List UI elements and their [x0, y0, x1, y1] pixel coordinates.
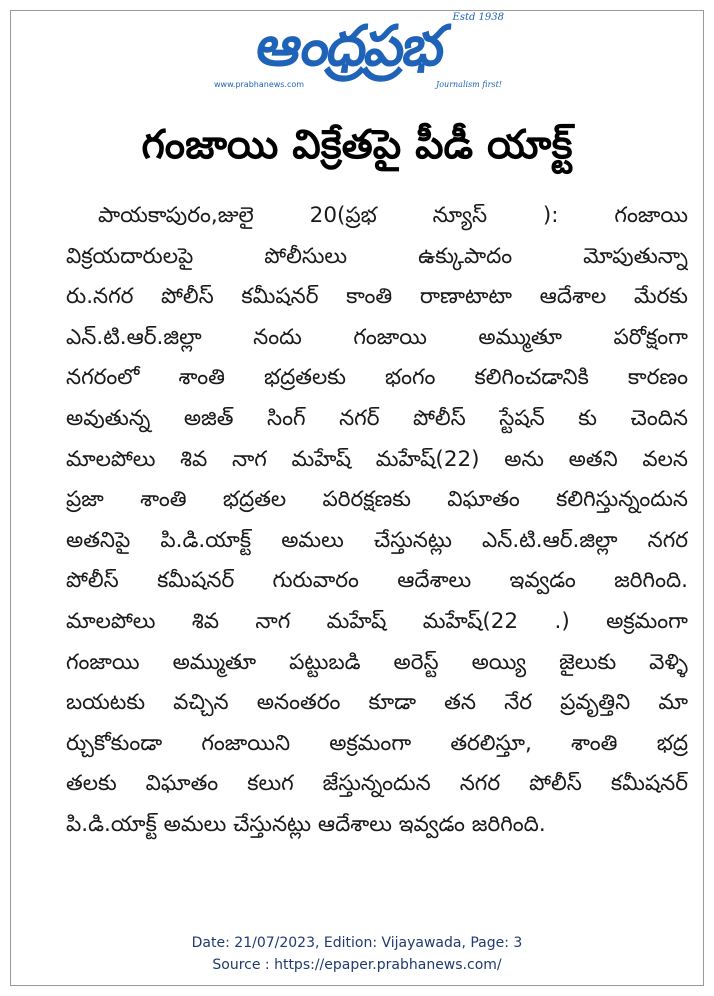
- site-url: www.prabhanews.com: [214, 80, 305, 89]
- tagline: Journalism first!: [436, 80, 502, 89]
- article-line: పోలీస్ కమీషనర్ గురువారం ఆదేశాలు ఇవ్వడం జరిగింది.: [66, 568, 688, 594]
- article-line: మాలపోలు శివ నాగ మహేష్ మహేష్(22) అను అతని వలన: [66, 446, 688, 472]
- masthead: [200, 12, 510, 92]
- article-line: నగరంలో శాంతి భద్రతలకు భంగం కలిగించడానికి కారణం: [66, 365, 688, 391]
- article-line: మాలపోలు శివ నాగ మహేష్ మహేష్(22 .) అక్రమంగా: [66, 608, 688, 634]
- established-label: Estd 1938: [452, 12, 504, 23]
- article-line: ఎన్.టి.ఆర్.జిల్లా నందు గంజాయి అమ్ముతూ పరోక్షంగా: [66, 324, 688, 350]
- newspaper-logo: ఆంధ్రప్రభ: [252, 14, 448, 79]
- edition-date-line: Date: 21/07/2023, Edition: Vijayawada, Page: 3: [191, 935, 523, 951]
- footer: [0, 932, 714, 976]
- headline: గంజాయి విక్రేతపై పీడీ యాక్ట్: [141, 122, 573, 168]
- article-line: ప్రజా శాంతి భద్రతల పరిరక్షణకు విఘాతం కలిగిస్తున్నందున: [66, 487, 688, 513]
- article-line: తలకు విఘాతం కలుగ జేస్తున్నందున నగర పోలీస్ కమీషనర్: [66, 771, 688, 797]
- article-line: విక్రయదారులపై పోలీసులు ఉక్కుపాదం మోపుతున్నా: [66, 243, 688, 269]
- article-line: ర్చుకోకుండా గంజాయిని అక్రమంగా తరలిస్తూ, శాంతి భద్ర: [66, 730, 688, 756]
- article-line: పాయకాపురం,జులై 20(ప్రభ న్యూస్ ): గంజాయి: [98, 203, 688, 228]
- article-line: రు.నగర పోలీస్ కమీషనర్ కాంతి రాణాటాటా ఆదేశాల మేరకు: [66, 284, 688, 310]
- article-line: బయటకు వచ్చిన అనంతరం కూడా తన నేర ప్రవృత్తిని మా: [66, 690, 688, 716]
- article-body: [66, 196, 688, 846]
- article-line: అతనిపై పి.డి.యాక్ట్ అమలు చేస్తునట్లు ఎన్.టి.ఆర్.జిల్లా నగర: [66, 527, 688, 553]
- article-line: గంజాయి అమ్ముతూ పట్టుబడి అరెస్ట్ అయ్యి జైలుకు వెళ్ళి: [66, 649, 688, 675]
- article-line: అవుతున్న అజిత్ సింగ్ నగర్ పోలీస్ స్టేషన్ కు చెందిన: [66, 405, 688, 431]
- source-line: Source : https://epaper.prabhanews.com/: [212, 957, 502, 973]
- article-line: పి.డి.యాక్ట్ అమలు చేస్తునట్లు ఆదేశాలు ఇవ్వడం జరిగింది.: [66, 811, 546, 837]
